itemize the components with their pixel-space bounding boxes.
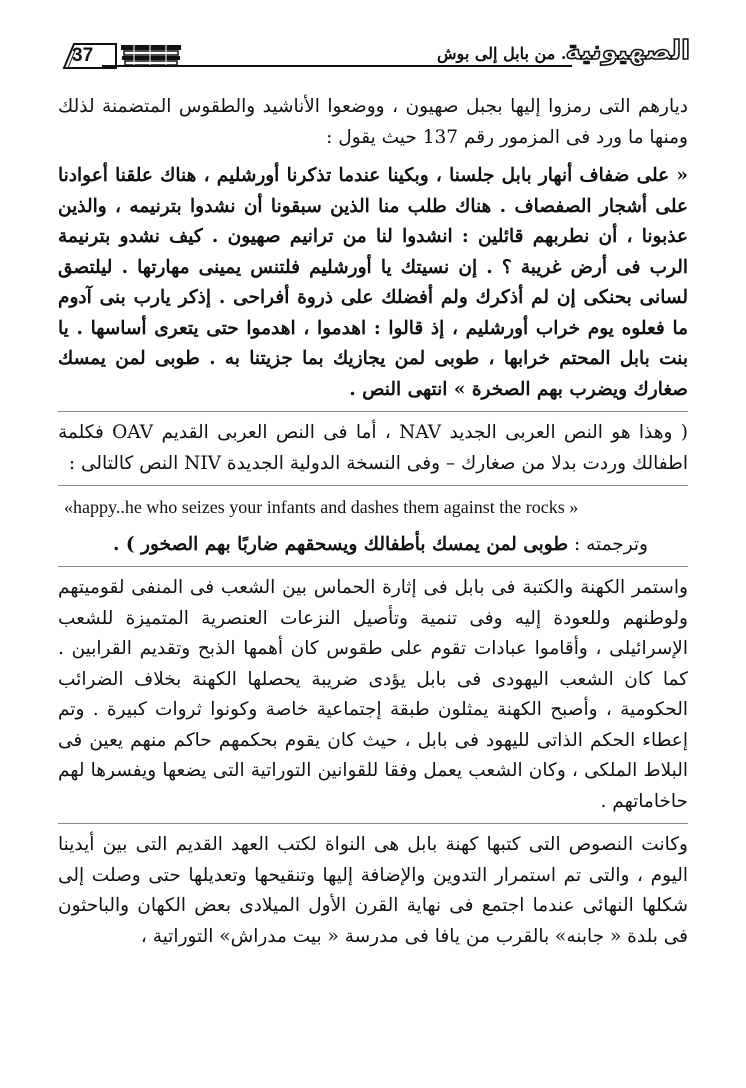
divider — [58, 485, 688, 486]
english-verse: «happy..he who seizes your infants and dashes them against the rocks » — [64, 497, 579, 517]
paragraph-texts: وكانت النصوص التى كتبها كهنة بابل هى النواة لكتب العهد القديم التى بين أيدينا اليوم ، والتى تم استمرار التدوين والإضافة إليها وتنقيحها وتعديلها حتى وصلت إلى شكلها النهائى عندما اجتمع فى نهاية القرن الأول الميلادى بعض الكهان والباحثون فى بلدة « جابنه» بالقرب من يافا فى مدرسة « بيت مدراش» التوراتية ، — [58, 834, 688, 947]
translation-line — [58, 530, 688, 560]
header-subtitle: .. من بابل إلى بوش — [437, 44, 572, 63]
translation-text: طوبى لمن يمسك بأطفالك ويسحقهم ضاربًا بهم الصخور ) . — [112, 534, 569, 555]
divider — [58, 823, 688, 824]
header-rule — [102, 65, 572, 67]
paragraph-intro: ديارهم التى رمزوا إليها بجبل صهيون ، ووضعوا الأناشيد والطقوس المتضمنة لذلك ومنها ما ورد فى المزمور رقم 137 حيث يقول : — [58, 96, 688, 148]
page-header — [60, 38, 690, 76]
paragraph-versions: ( وهذا هو النص العربى الجديد NAV ، أما فى النص العربى القديم OAV فكلمة اطفالك وردت بدلا من صغارك – وفى النسخة الدولية الجديدة NIV النص كالتالى : — [58, 422, 688, 474]
header-title: الصهيونية — [565, 36, 690, 66]
page-number: 37 — [72, 45, 94, 66]
psalm-quote: « على ضفاف أنهار بابل جلسنا ، وبكينا عندما تذكرنا أورشليم ، هناك علقنا أعوادنا على أشجار الصفصاف . هناك طلب منا الذين سبقونا أن نشدوا بترنيمه ، والذين عذبونا ، أن نطربهم قائلين : انشدوا لنا من ترانيم صهيون . كيف نشدو بترنيمة الرب فى أرض غريبة ؟ . إن نسيتك يا أورشليم فلتنس يمينى مهارتها . ليلتصق لسانى بحنكى إن لم أذكرك ولم أفضلك على ذروة أفراحى . إذكر يارب بنى آدوم ما فعلوه يوم خراب أورشليم ، إذ قالوا : اهدموا ، اهدموا حتى يتعرى أساسها . يا بنت بابل المحتم خرابها ، طوبى لمن يجازيك بما جزيتنا به . طوبى لمن يمسك صغارك ويضرب بهم الصخرة » انتهى النص . — [58, 165, 688, 400]
translation-intro: وترجمته : — [568, 534, 648, 555]
divider — [58, 566, 688, 567]
divider — [58, 411, 688, 412]
page-body — [58, 92, 688, 952]
paragraph-priests: واستمر الكهنة والكتبة فى بابل فى إثارة الحماس بين الشعب فى المنفى لقوميتهم ولوطنهم وللعودة إليه وفى تنمية وتأصيل النزعات العنصرية المتميزة للشعب الإسرائيلى ، وأقاموا عبادات تقوم على طقوس كان أهمها الذبح وتقديم القرابين . كما كان الشعب اليهودى فى بابل يؤدى ضريبة يحصلها الكهنة بخلاف الضرائب الحكومية ، وأصبح الكهنة يمثلون طبقة إجتماعية خاصة وكونوا ثروات كبيرة . وتم إعطاء الحكم الذاتى لليهود فى بابل ، حيث كان يقوم بحكمهم حاكم منهم يعين فى البلاط الملكى ، وكان الشعب يعمل وفقا للقوانين التوراتية التى يضعها ويفسرها لهم حاخاماتهم . — [58, 577, 688, 812]
